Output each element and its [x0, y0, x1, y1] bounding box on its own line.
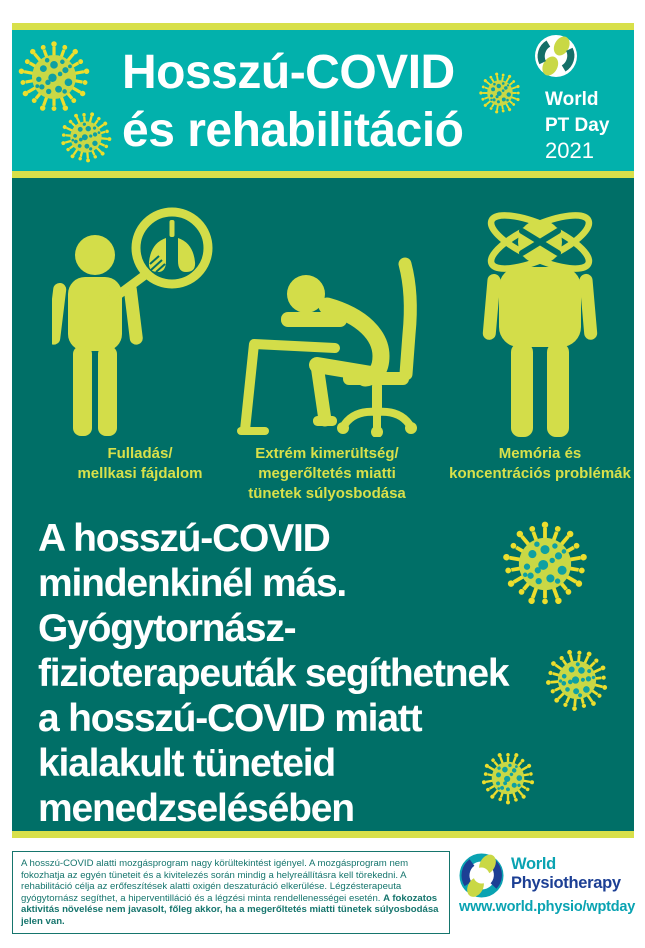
message-line: fizioterapeuták segíthetnek — [38, 652, 509, 695]
footer-note-box — [12, 851, 450, 934]
virus-icon — [480, 750, 536, 806]
footer-note-text: A hosszú-COVID alatti mozgásprogram nagy körültekintést igényel. A mozgásprogram nem fokozhatja az egyén tüneteit és a kivitelezés során mindig a helyreállításra kell törekedni. A rehabilitáció célja az erőfeszítések alatti oxigén deszaturáció elkerülése. Légzésterapeuta gyógytornász segíthet, a hiperventilláció és a légzési minta rendellenességei esetén. — [21, 858, 409, 904]
ptday-word-ptday: PT Day — [545, 115, 610, 136]
message-line: A hosszú-COVID — [38, 517, 330, 560]
symptom-label-fatigue — [227, 444, 427, 504]
virus-icon — [544, 647, 610, 713]
caption-line: mellkasi fájdalom — [77, 465, 203, 482]
symptom-label-breathlessness — [40, 444, 240, 484]
divider-line-top — [12, 23, 634, 30]
footer-note-warning: A fokozatos aktivitás növelése nem javasolt, főleg akkor, ha a megerőltetés miatti tünetek súlyosbodása jelen van. — [21, 892, 439, 927]
world-physiotherapy-logo-icon — [459, 853, 504, 898]
lungs-magnifier-person-icon — [52, 200, 222, 440]
message-line: menedzselésében — [38, 787, 354, 830]
virus-icon — [16, 39, 92, 115]
wptday-url-link[interactable]: www.world.physio/wptday — [459, 899, 636, 915]
world-pt-day-wordmark — [545, 87, 609, 163]
wp-word-physiotherapy: Physiotherapy — [511, 873, 621, 892]
caption-line: Extrém kimerültség/ — [255, 445, 399, 462]
message-line: mindenkinél más. — [38, 562, 347, 605]
wp-word-world: World — [511, 855, 556, 873]
caption-line: koncentrációs problémák — [449, 465, 631, 482]
virus-icon — [59, 110, 113, 164]
ptday-word-world: World — [545, 89, 599, 110]
caption-line: Fulladás/ — [107, 445, 173, 462]
title-line-1: Hosszú-COVID — [122, 46, 455, 99]
symptom-label-memory — [440, 444, 640, 484]
ptday-year: 2021 — [545, 138, 594, 163]
message-line: Gyógytornász- — [38, 607, 296, 650]
virus-icon — [500, 519, 590, 609]
world-pt-day-logo-icon — [535, 35, 577, 77]
divider-line-bottom — [12, 831, 634, 838]
caption-line: Memória és — [498, 445, 582, 462]
divider-line-middle — [12, 171, 634, 178]
virus-icon — [478, 71, 522, 115]
world-physiotherapy-wordmark — [511, 855, 621, 892]
exhausted-person-at-desk-icon — [235, 252, 435, 437]
page-title — [122, 44, 463, 160]
memory-confusion-person-icon — [455, 200, 625, 440]
title-line-2: és rehabilitáció — [122, 104, 464, 157]
message-line: kialakult tüneteid — [38, 742, 335, 785]
main-message — [38, 516, 508, 831]
caption-line: megerőltetés miatti — [258, 465, 396, 482]
message-line: a hosszú-COVID miatt — [38, 697, 422, 740]
caption-line: tünetek súlyosbodása — [248, 485, 406, 502]
